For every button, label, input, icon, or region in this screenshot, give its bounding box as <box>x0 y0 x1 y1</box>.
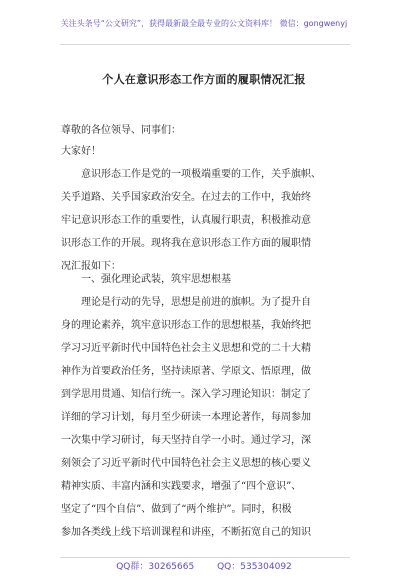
paragraph-line: 到学思用贯通、知信行统一。深入学习理论知识：制定了 <box>61 389 311 400</box>
paragraph-line: 详细的学习计划，每月至少研读一本理论著作，每周参加 <box>61 412 311 423</box>
paragraph-line: 刻领会了习近平新时代中国特色社会主义思想的核心要义 <box>61 458 311 469</box>
paragraph-line: 理论是行动的先导，思想是前进的旗帜。为了提升自 <box>61 297 311 308</box>
header-banner: 关注头条号“公文研究”，获得最新最全最专业的公文资料库！ 微信：gongwenyj <box>60 19 348 28</box>
paragraph-line: 一次集中学习研讨，每天坚持自学一小时。通过学习，深 <box>61 435 311 446</box>
footer <box>0 559 408 572</box>
footer-divider <box>60 557 350 558</box>
paragraph-line: 精神实质、丰富内涵和实践要求，增强了“四个意识”、 <box>61 481 302 492</box>
paragraph-line: 关乎道路、关乎国家政治安全。在过去的工作中，我始终 <box>61 192 311 203</box>
paragraph-line: 坚定了“四个自信”、做到了“两个维护”。同时，积极 <box>61 504 292 515</box>
footer-qq: QQ：535304092 <box>217 562 292 572</box>
footer-qq-group: QQ群：30265665 <box>116 562 195 572</box>
paragraph-line: 参加各类线上线下培训课程和讲座，不断拓宽自己的知识 <box>61 527 311 538</box>
document-title: 个人在意识形态工作方面的履职情况汇报 <box>102 73 306 86</box>
paragraph-line: 牢记意识形态工作的重要性，认真履行职责，积极推动意 <box>61 215 311 226</box>
paragraph-line: 学习习近平新时代中国特色社会主义思想和党的二十大精 <box>61 343 311 354</box>
greeting: 大家好！ <box>61 146 101 157</box>
paragraph-line: 神作为首要政治任务，坚持读原著、学原文、悟原理，做 <box>61 366 311 377</box>
paragraph-line: 识形态工作的开展。现将我在意识形态工作方面的履职情 <box>61 238 311 249</box>
paragraph-line: 身的理论素养，筑牢意识形态工作的思想根基，我始终把 <box>61 320 311 331</box>
paragraph-line: 况汇报如下： <box>61 261 121 272</box>
section-heading: 一、强化理论武装，筑牢思想根基 <box>61 274 231 285</box>
header-divider <box>60 44 350 45</box>
paragraph-line: 意识形态工作是党的一项极端重要的工作，关乎旗帜、 <box>61 169 321 180</box>
salutation: 尊敬的各位领导、同事们： <box>61 125 181 136</box>
